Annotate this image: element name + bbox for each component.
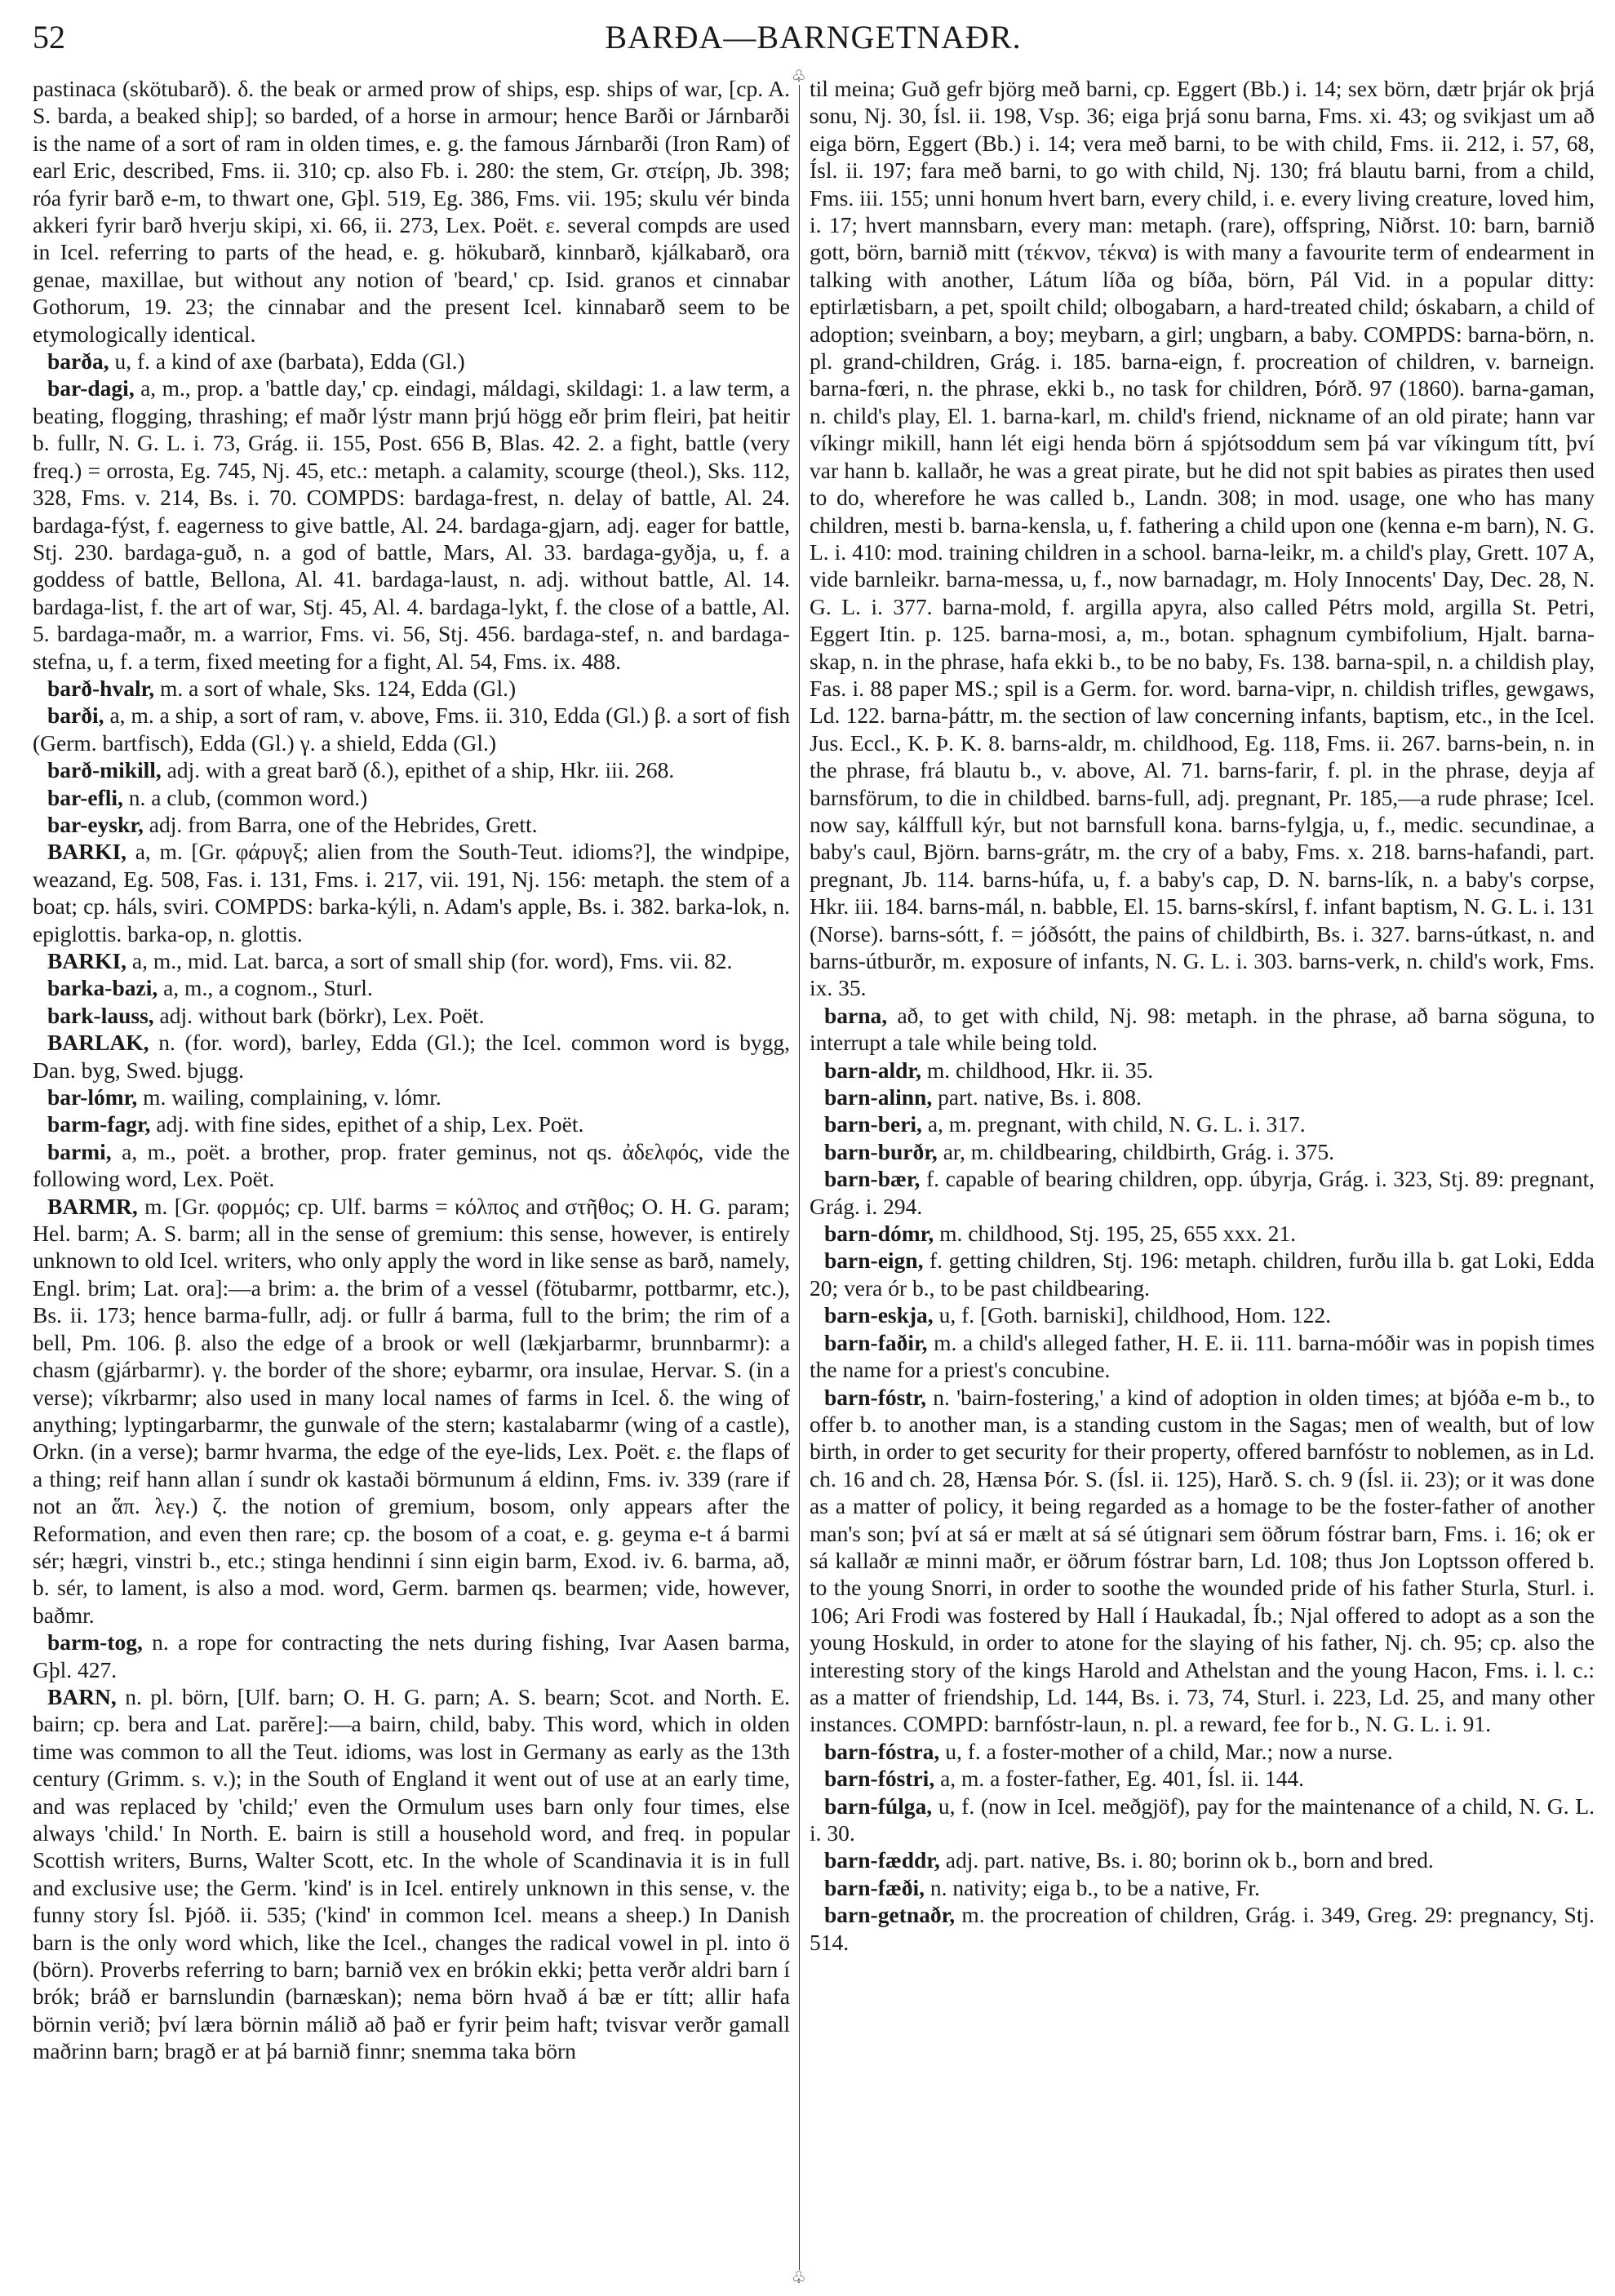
dictionary-entry (33, 838, 790, 947)
dictionary-entry (33, 947, 790, 974)
headword: barn-getnaðr, (824, 1902, 956, 1928)
entry-text: n. nativity; eiga b., to be a native, Fr. (925, 1874, 1260, 1900)
dictionary-entry (810, 1901, 1595, 1956)
dictionary-entry (810, 1738, 1595, 1765)
dictionary-entry (810, 1002, 1595, 1057)
headword: BARLAK, (47, 1030, 149, 1056)
page-header (33, 18, 1594, 67)
headword: barn-alinn, (824, 1084, 933, 1110)
headword: bar-efli, (47, 784, 123, 810)
dictionary-entry (810, 1220, 1595, 1247)
headword: barð-mikill, (47, 757, 162, 783)
headword: BARKI, (47, 839, 127, 865)
entry-text: n. a club, (common word.) (122, 784, 368, 810)
headword: barn-fúlga, (824, 1793, 933, 1819)
headword: barn-beri, (824, 1111, 922, 1137)
dictionary-entry (33, 702, 790, 756)
headword: barn-fóstra, (824, 1738, 940, 1764)
dictionary-entry (33, 1084, 790, 1110)
headword: barði, (47, 703, 104, 729)
dictionary-entry (33, 974, 790, 1001)
entry-text: a, m. pregnant, with child, N. G. L. i. 317. (921, 1111, 1306, 1137)
ornament-bottom-icon: ♧ (792, 2269, 806, 2287)
entry-text: a, m., mid. Lat. barca, a sort of small ship (for. word), Fms. vii. 82. (126, 948, 733, 973)
entry-text: n. 'bairn-fostering,' a kind of adoption in olden times; at bjóða e-m b., to offer b. to another man, is a standing custom in the Sagas; men of wealth, but of low birth, in order to get security for their property, offered barnfóstr to noblemen, as in Ld. ch. 16 and ch. 28, Hænsa Þór. S. (Ísl. ii. 125), Harð. S. ch. 9 (Ísl. ii. 23); or it was done as a matter of policy, it being regarded as a homage to be the foster-father of another man's son; því at sá er mælt at sá sé útignari sem öðrum fóstrar barn, Fms. i. 16; ok er sá kallaðr æ minni maðr, er öðrum fóstrar barn, Ld. 108; thus Jon Loptsson offered b. to the young Snorri, in order to soothe the wounded pride of his father Sturla, Sturl. i. 106; Ari Frodi was fostered by Hall í Haukadal, Íb.; Njal offered to adopt as a son the young Hoskuld, in order to atone for the slaying of his father, Nj. ch. 95; cp. also the interesting story of the kings Harold and Athelstan and the young Hacon, Fms. i. l. c.: as a matter of friendship, Ld. 144, Bs. i. 73, 74, Sturl. i. 223, Ld. 25, and many other instances. COMPD: barnfóstr-laun, n. pl. a reward, fee for b., N. G. L. i. 91. (810, 1384, 1595, 1737)
dictionary-entry (33, 784, 790, 811)
headword: barn-eign, (824, 1248, 924, 1274)
headword: bark-lauss, (47, 1002, 154, 1028)
entry-text: n. (for. word), barley, Edda (Gl.); the Icel. common word is bygg, Dan. byg, Swed. bjugg. (33, 1030, 790, 1083)
dictionary-entry (33, 811, 790, 838)
entry-text: a, m., prop. a 'battle day,' cp. eindagi, máldagi, skildagi: 1. a law term, a beating, flogging, thrashing; ef maðr lýstr mann þrjú högg eðr þrim fleiri, þat heitir b. fullr, N. G. L. i. 73, Grág. ii. 155, Post. 656 B, Blas. 42. 2. a fight, battle (very freq.) = orrosta, Eg. 745, Nj. 45, etc.: metaph. a calamity, scourge (theol.), Sks. 112, 328, Fms. v. 214, Bs. i. 70. COMPDS: bardaga-frest, n. delay of battle, Al. 24. bardaga-fýst, f. eagerness to give battle, Al. 24. bardaga-gjarn, adj. eager for battle, Stj. 230. bardaga-guð, n. a god of battle, Mars, Al. 33. bardaga-gyðja, u, f. a goddess of battle, Bellona, Al. 41. bardaga-laust, n. adj. without battle, Al. 14. bardaga-list, f. the art of war, Stj. 45, Al. 4. bardaga-lykt, f. the close of a battle, Al. 5. bardaga-maðr, m. a warrior, Fms. vi. 56, Stj. 456. bardaga-stef, n. and bardaga-stefna, u, f. a term, fixed meeting for a fight, Al. 54, Fms. ix. 488. (33, 375, 790, 674)
entry-text: m. [Gr. φορμός; cp. Ulf. barms = κόλπος and στῆθος; O. H. G. param; Hel. barm; A. S. barm; all in the sense of gremium: this sense, however, is entirely unknown to old Icel. writers, who only apply the word in like sense as barð, namely, Engl. brim; Lat. ora]:—a brim: a. the brim of a vessel (fötubarmr, pottbarmr, etc.), Bs. ii. 173; hence barma-fullr, adj. or fullr á barma, full to the brim; the rim of a bell, Pm. 106. β. also the edge of a brook or well (lækjarbarmr, brunnbarmr): a chasm (gjárbarmr). γ. the border of the shore; eybarmr, ora insulae, Hervar. S. (in a verse); víkrbarmr; also used in many local names of farms in Icel. δ. the wing of anything; lyptingarbarmr, the gunwale of the stern; kastalabarmr (wing of a castle), Orkn. (in a verse); barmr hvarma, the edge of the eye-lids, Lex. Poët. ε. the flaps of a thing; reif hann allan í sundr ok kastaði börmunum á eldinn, Fms. iv. 339 (rare if not an ἅπ. λεγ.) ζ. the notion of gremium, bosom, only appears after the Reformation, and even then rare; cp. the bosom of a coat, e. g. geyma e-t á barmi sér; hægri, vinstri b., etc.; stinga hendinni í sinn eigin barm, Exod. iv. 6. barma, að, b. sér, to lament, is also a mod. word, Germ. barmen qs. bearmen; vide, however, baðmr. (33, 1193, 790, 1628)
headword: barn-eskja, (824, 1302, 934, 1328)
entry-text: m. a child's alleged father, H. E. ii. 111. barna-móðir was in popish times the name for a priest's concubine. (810, 1329, 1595, 1383)
entry-text: adj. with fine sides, epithet of a ship, Lex. Poët. (150, 1111, 584, 1137)
entry-text: m. wailing, complaining, v. lómr. (137, 1084, 441, 1110)
headword: barn-fóstri, (824, 1766, 935, 1792)
entry-text: a, m. a foster-father, Eg. 401, Ísl. ii. 144. (934, 1766, 1304, 1792)
entry-text: m. childhood, Hkr. ii. 35. (921, 1057, 1154, 1083)
column-divider (799, 75, 800, 2278)
dictionary-entry (810, 1301, 1595, 1328)
dictionary-entry (810, 1057, 1595, 1084)
dictionary-entry (33, 1193, 790, 1629)
dictionary-entry (810, 1793, 1595, 1847)
entry-text: m. the procreation of children, Grág. i. 349, Greg. 29: pregnancy, Stj. 514. (810, 1902, 1595, 1955)
dictionary-entry (810, 1874, 1595, 1901)
entry-text: pastinaca (skötubarð). δ. the beak or armed prow of ships, esp. ships of war, [cp. A. S. barda, a beaked ship]; so barded, of a horse in armour; hence Barði or Járnbarði is the name of a sort of ram in olden times, e. g. the famous Járnbarði (Iron Ram) of earl Eric, described, Fms. ii. 310; cp. also Fb. i. 280: the stem, Gr. στείρη, Jb. 398; róa fyrir barð e-m, to thwart one, Gþl. 519, Eg. 386, Fms. vii. 195; skulu vér binda akkeri fyrir barð hverju skipi, xi. 66, ii. 273, Lex. Poët. ε. several compds are used in Icel. referring to parts of the head, e. g. hökubarð, kinnbarð, kjálkabarð, ora genae, maxillae, but without any notion of 'beard,' cp. Isid. granos et cinnabar Gothorum, 19. 23; the cinnabar and the present Icel. kinnabarð seem to be etymologically identical. (33, 76, 790, 347)
headword: barm-fagr, (47, 1111, 151, 1137)
headword: BARN, (47, 1683, 117, 1709)
entry-text: a, m. [Gr. φάρυγξ; alien from the South-Teut. idioms?], the windpipe, weazand, Eg. 508, Fas. i. 131, Fms. i. 217, vii. 191, Nj. 156: metaph. the stem of a boat; cp. háls, sviri. COMPDS: barka-kýli, n. Adam's apple, Bs. i. 382. barka-lok, n. epiglottis. barka-op, n. glottis. (33, 839, 790, 946)
dictionary-entry (810, 75, 1595, 1002)
dictionary-entry (33, 75, 790, 348)
headword: barn-aldr, (824, 1057, 921, 1083)
dictionary-entry (810, 1846, 1595, 1873)
dictionary-entry (810, 1110, 1595, 1137)
dictionary-entry (33, 1683, 790, 2065)
entry-text: adj. without bark (börkr), Lex. Poët. (153, 1002, 485, 1028)
entry-text: u, f. a foster-mother of a child, Mar.; now a nurse. (939, 1738, 1393, 1764)
dictionary-entry (33, 375, 790, 674)
headword: barmi, (47, 1138, 112, 1164)
entry-text: m. a sort of whale, Sks. 124, Edda (Gl.) (154, 675, 517, 701)
dictionary-entry (33, 675, 790, 702)
dictionary-entry (810, 1165, 1595, 1220)
dictionary-entry (810, 1247, 1595, 1301)
entry-text: adj. from Barra, one of the Hebrides, Grett. (143, 811, 538, 837)
headword: barn-faðir, (824, 1329, 928, 1355)
dictionary-entry (33, 1138, 790, 1193)
entry-text: u, f. (now in Icel. meðgjöf), pay for the maintenance of a child, N. G. L. i. 30. (810, 1793, 1595, 1846)
headword: bar-lómr, (47, 1084, 138, 1110)
entry-text: adj. part. native, Bs. i. 80; borinn ok b., born and bred. (939, 1847, 1434, 1873)
entry-text: a, m., poët. a brother, prop. frater geminus, not qs. ἀδελφός, vide the following word, Lex. Poët. (33, 1138, 790, 1192)
headword: bar-dagi, (47, 375, 135, 401)
dictionary-entry (33, 1002, 790, 1029)
headword: BARKI, (47, 948, 127, 973)
entry-text: u, f. [Goth. barniski], childhood, Hom. 122. (933, 1302, 1331, 1328)
entry-text: til meina; Guð gefr björg með barni, cp. Eggert (Bb.) i. 14; sex börn, dætr þrjár ok þrjá sonu, Nj. 30, Ísl. ii. 198, Vsp. 36; eiga þrjá sonu barna, Fms. xi. 43; og svikjast um að eiga börn, Eggert (Bb.) i. 14; vera með barni, to be with child, Fms. ii. 212, i. 57, 68, Ísl. ii. 197; fara með barni, to go with child, Nj. 130; frá blautu barni, from a child, Fms. iii. 155; unni honum hvert barn, every child, i. e. every living creature, loved him, i. 17; hvert mannsbarn, every man: metaph. (rare), offspring, Niðrst. 10: barn, barnið gott, börn, barnið mitt (τέκνον, τέκνα) is with many a favourite term of endearment in talking with another, Látum líða og bíða, börn, Pál Vid. in a popular ditty: eptirlætisbarn, a pet, spoilt child; olbogabarn, a hard-treated child; óskabarn, a child of adoption; sveinbarn, a boy; meybarn, a girl; ungbarn, a baby. COMPDS: barna-börn, n. pl. grand-children, Grág. i. 185. barna-eign, f. procreation of children, v. barneign. barna-fœri, n. the phrase, ekki b., no task for children, Þórð. 97 (1860). barna-gaman, n. child's play, El. 1. barna-karl, m. child's friend, nickname of an old pirate; hann var víkingr mikill, hann lét eigi henda börn á spjótsoddum sem þá var víkingum títt, því var hann b. kallaðr, he was a great pirate, but he did not spit babies as pirates then used to do, wherefore he was called b., Landn. 308; in mod. usage, one who has many children, mesti b. barna-kensla, u, f. fathering a child upon one (kenna e-m barn), N. G. L. i. 410: mod. training children in a school. barna-leikr, m. a child's play, Grett. 107 A, vide barnleikr. barna-messa, u, f., now barnadagr, m. Holy Innocents' Day, Dec. 28, N. G. L. i. 377. barna-mold, f. argilla apyra, also called Pétrs mold, argilla St. Petri, Eggert Itin. p. 125. barna-mosi, a, m., botan. sphagnum cymbifolium, Hjalt. barna-skap, n. in the phrase, hafa ekki b., to be no baby, Fs. 138. barna-spil, n. a childish play, Fas. i. 88 paper MS.; spil is a Germ. for. word. barna-vipr, n. childish trifles, gewgaws, Ld. 122. barna-þáttr, m. the section of law concerning infants, baptism, etc., in the Icel. Jus. Eccl., K. Þ. K. 8. barns-aldr, m. childhood, Eg. 118, Fms. ii. 267. barns-bein, n. in the phrase, frá blautu b., v. above, Al. 71. barns-farir, f. pl. in the phrase, deyja af barnsförum, to die in childbed. barns-full, adj. pregnant, Pr. 185,—a rude phrase; Icel. now say, kálffull kýr, but not barnsfull kona. barns-fylgja, u, f., medic. secundinae, a baby's caul, Björn. barns-grátr, m. the cry of a baby, Fms. x. 218. barns-hafandi, part. pregnant, Jb. 114. barns-húfa, u, f. a baby's cap, D. N. barns-lík, n. a baby's corpse, Hkr. iii. 184. barns-mál, n. babble, El. 15. barns-skírsl, f. infant baptism, N. G. L. i. 131 (Norse). barns-sótt, f. = jóðsótt, the pains of childbirth, Bs. i. 327. barns-útkast, n. and barns-útburðr, m. exposure of infants, N. G. L. i. 303. barns-verk, n. child's work, Fms. ix. 35. (810, 76, 1595, 1001)
headword: barn-fóstr, (824, 1384, 927, 1410)
entry-text: n. a rope for contracting the nets during fishing, Ivar Aasen barma, Gþl. 427. (33, 1629, 790, 1682)
entry-text: u, f. a kind of axe (barbata), Edda (Gl.) (109, 348, 465, 375)
dictionary-entry (810, 1084, 1595, 1110)
dictionary-entry (810, 1384, 1595, 1738)
entry-text: adj. with a great barð (δ.), epithet of a ship, Hkr. iii. 268. (161, 757, 675, 783)
headword: barna, (824, 1002, 888, 1028)
dictionary-entry (33, 756, 790, 783)
dictionary-entry (810, 1765, 1595, 1792)
entry-text: f. getting children, Stj. 196: metaph. children, furðu illa b. gat Loki, Edda 20; vera ór b., to be past childbearing. (810, 1248, 1595, 1301)
running-title: BARÐA—BARNGETNAÐR. (605, 19, 1022, 55)
entry-text: að, to get with child, Nj. 98: metaph. in the phrase, að barna söguna, to interrupt a tale while being told. (810, 1002, 1595, 1056)
entry-text: part. native, Bs. i. 808. (932, 1084, 1142, 1110)
headword: barn-fæddr, (824, 1847, 940, 1873)
headword: bar-eyskr, (47, 811, 144, 837)
ornament-top-icon: ♧ (792, 68, 806, 86)
right-column (810, 75, 1595, 2278)
headword: barða, (47, 348, 109, 375)
dictionary-entry (33, 1029, 790, 1084)
dictionary-entry (810, 1138, 1595, 1165)
headword: barn-dómr, (824, 1221, 934, 1247)
entry-text: a, m. a ship, a sort of ram, v. above, Fms. ii. 310, Edda (Gl.) β. a sort of fish (Germ. bartfisch), Edda (Gl.) γ. a shield, Edda (Gl.) (33, 703, 790, 756)
dictionary-entry (33, 1629, 790, 1683)
headword: BARMR, (47, 1193, 138, 1219)
entry-text: n. pl. börn, [Ulf. barn; O. H. G. parn; A. S. bearn; Scot. and North. E. bairn; cp. bera and Lat. parĕre]:—a bairn, child, baby. This word, which in olden time was common to all the Teut. idioms, was lost in Germany as early as the 13th century (Grimm. s. v.); in the South of England it went out of use at an early time, and was replaced by 'child;' even the Ormulum uses barn only four times, else always 'child.' In North. E. bairn is still a household word, and freq. in popular Scottish writers, Burns, Walter Scott, etc. In the whole of Scandinavia it is in full and exclusive use; the Germ. 'kind' is in Icel. entirely unknown in this sense, v. the funny story Ísl. Þjóð. ii. 535; ('kind' in common Icel. means a sheep.) In Danish barn is the only word which, like the Icel., changes the radical vowel in pl. into ö (börn). Proverbs referring to barn; barnið vex en brókin ekki; þetta verðr aldri barn í brók; bráð er barnslundin (barnæskan); nema börn hvað á bæ er títt; allir hafa börnin verið; því læra börnin málið að það er fyrir þeim haft; tvisvar verðr gamall maðrinn barn; bragð er at þá barnið finnr; snemma taka börn (33, 1683, 790, 2064)
headword: barn-burðr, (824, 1138, 938, 1164)
headword: barn-fæði, (824, 1874, 925, 1900)
entry-text: ar, m. childbearing, childbirth, Grág. i. 375. (937, 1138, 1334, 1164)
entry-text: a, m., a cognom., Sturl. (158, 975, 373, 1001)
dictionary-entry (33, 1110, 790, 1137)
page-number: 52 (33, 19, 65, 55)
entry-text: f. capable of bearing children, opp. úbyrja, Grág. i. 323, Stj. 89: pregnant, Grág. i. 294. (810, 1166, 1595, 1219)
left-column (33, 75, 790, 2278)
headword: barm-tog, (47, 1629, 143, 1656)
dictionary-entry (33, 348, 790, 375)
dictionary-entry (810, 1329, 1595, 1384)
headword: barka-bazi, (47, 975, 158, 1001)
entry-text: m. childhood, Stj. 195, 25, 655 xxx. 21. (934, 1221, 1297, 1247)
headword: barn-bær, (824, 1166, 921, 1192)
headword: barð-hvalr, (47, 675, 155, 701)
